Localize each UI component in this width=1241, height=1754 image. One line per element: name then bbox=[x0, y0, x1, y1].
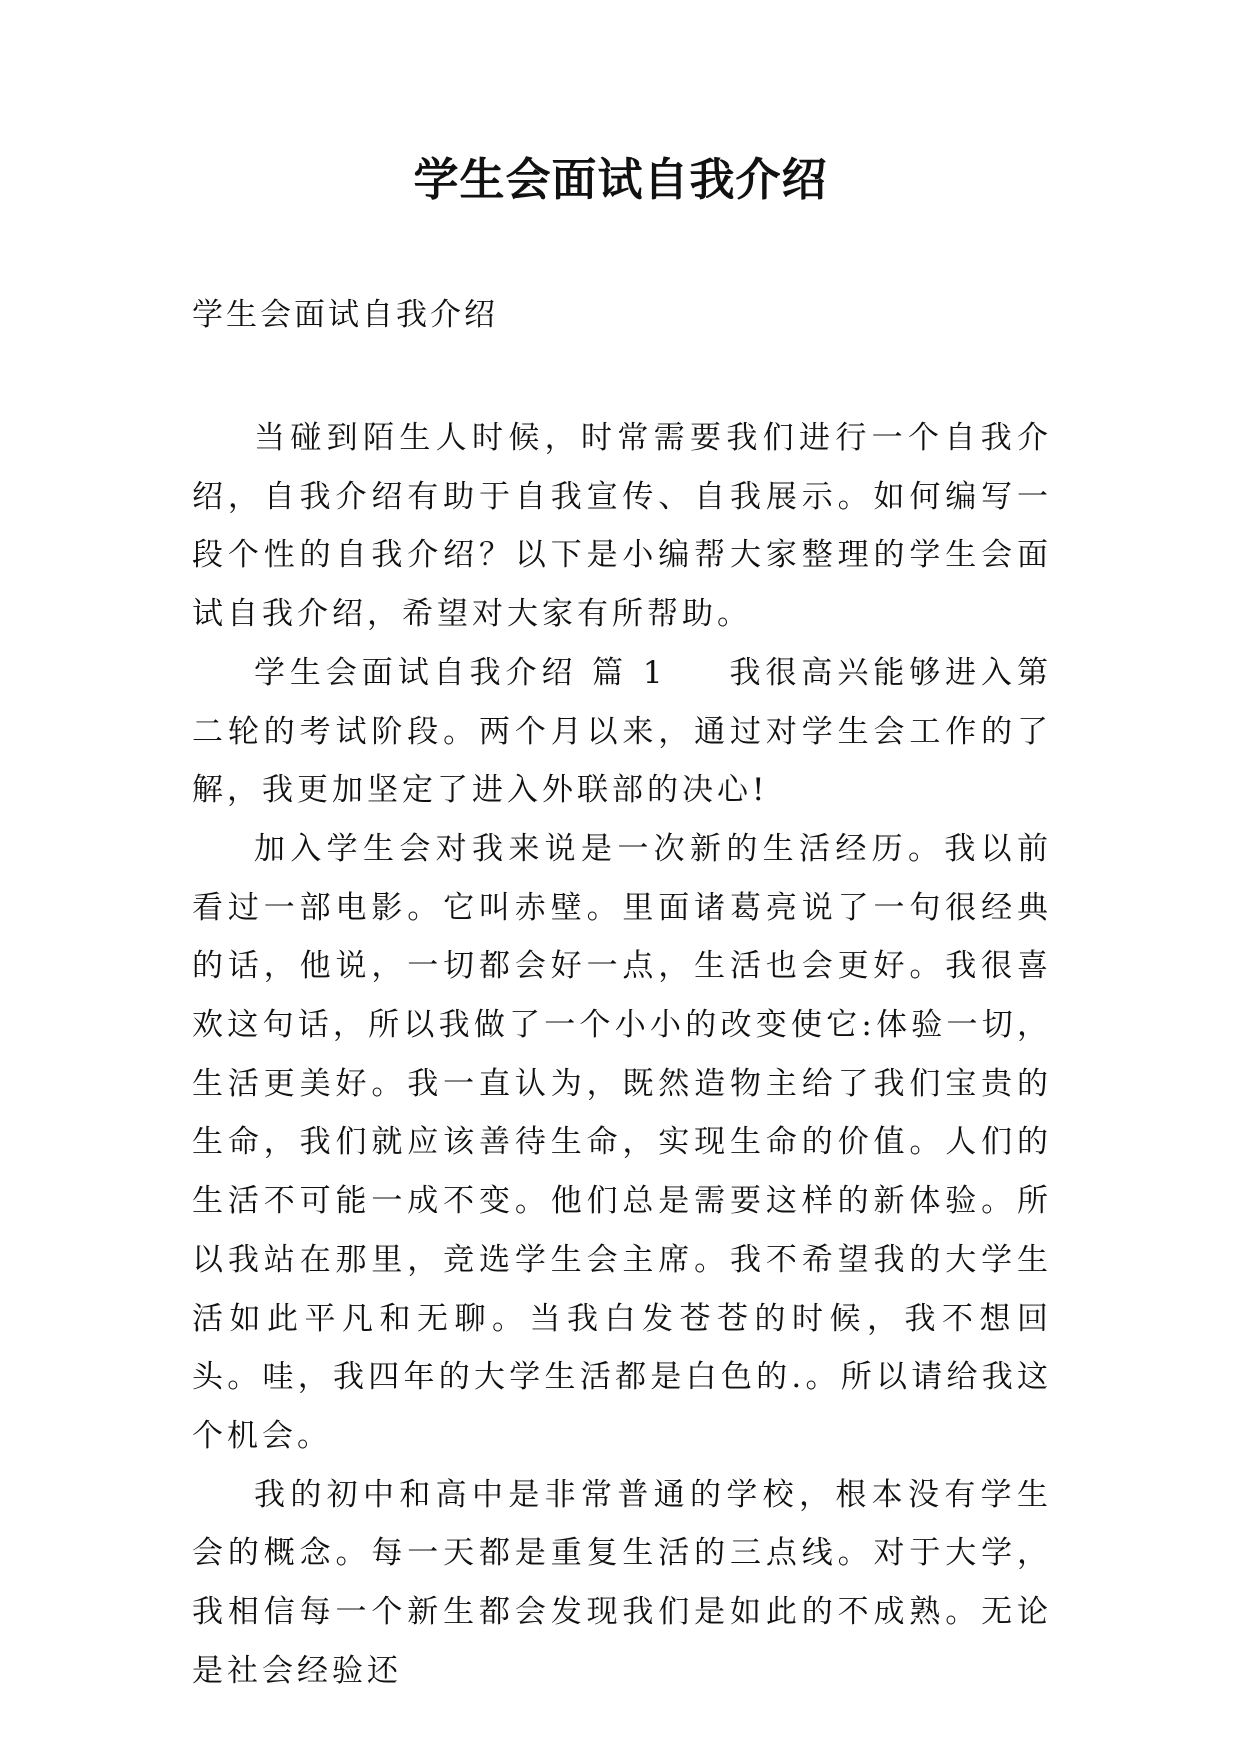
paragraph-experience: 加入学生会对我来说是一次新的生活经历。我以前看过一部电影。它叫赤壁。里面诸葛亮说了一句很经典的话，他说，一切都会好一点，生活也会更好。我很喜欢这句话，所以我做了一个小小的改变使它:体验一切，生活更美好。我一直认为，既然造物主给了我们宝贵的生命，我们就应该善待生命，实现生命的价值。人们的生活不可能一成不变。他们总是需要这样的新体验。所以我站在那里，竞选学生会主席。我不希望我的大学生活如此平凡和无聊。当我白发苍苍的时候，我不想回头。哇，我四年的大学生活都是白色的.。所以请给我这个机会。 bbox=[192, 830, 1052, 1454]
paragraph-intro: 当碰到陌生人时候，时常需要我们进行一个自我介绍，自我介绍有助于自我宣传、自我展示。如何编写一段个性的自我介绍？以下是小编帮大家整理的学生会面试自我介绍，希望对大家有所帮助。 bbox=[192, 420, 1052, 633]
document-body bbox=[192, 409, 1052, 1700]
paragraph-school: 我的初中和高中是非常普通的学校，根本没有学生会的概念。每一天都是重复生活的三点线。对于大学，我相信每一个新生都会发现我们是如此的不成熟。无论是社会经验还 bbox=[192, 1476, 1052, 1689]
section-heading: 学生会面试自我介绍 篇 1 bbox=[254, 654, 667, 691]
document-subtitle: 学生会面试自我介绍 bbox=[192, 297, 498, 333]
section-text: 我很高兴能够进入第二轮的考试阶段。两个月以来，通过对学生会工作的了解，我更加坚定了进入外联部的决心! bbox=[192, 654, 1052, 809]
paragraph-section-1 bbox=[192, 644, 1052, 820]
document-title: 学生会面试自我介绍 bbox=[413, 153, 828, 206]
